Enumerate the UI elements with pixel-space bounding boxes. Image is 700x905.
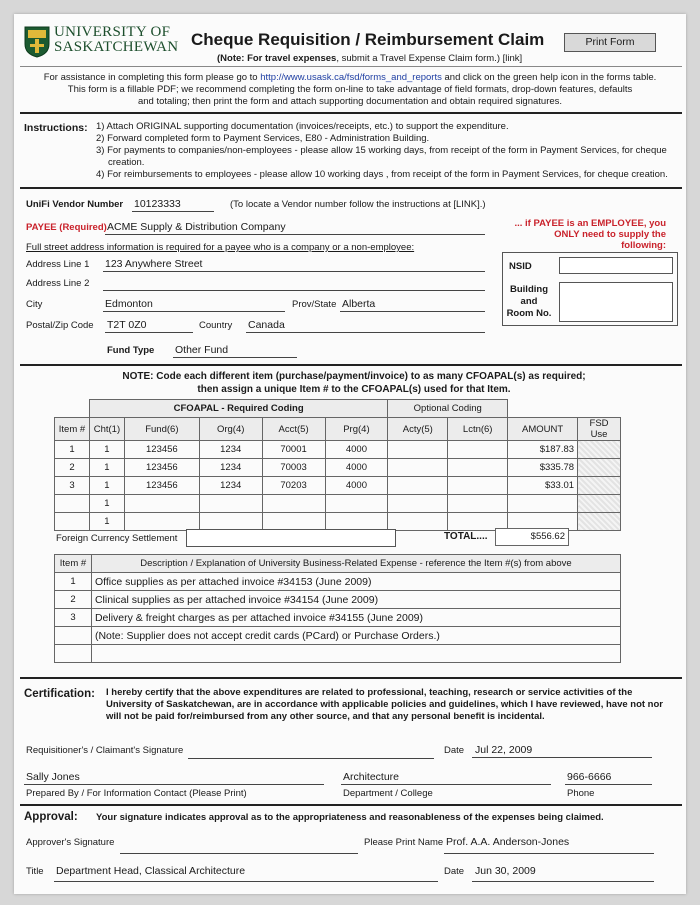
coding-note-line2: then assign a unique Item # to the CFOAPAL(s) used for that Item.: [197, 384, 511, 395]
department-caption: Department / College: [343, 788, 433, 799]
acty-cell[interactable]: [388, 459, 448, 477]
org-cell[interactable]: 1234: [199, 459, 262, 477]
employee-note-line1: ... if PAYEE is an EMPLOYEE, you: [514, 218, 666, 229]
lctn-cell[interactable]: [448, 459, 508, 477]
print-name-field[interactable]: Prof. A.A. Anderson-Jones: [446, 836, 570, 848]
assistance-text: [20, 72, 680, 108]
lctn-cell[interactable]: [448, 477, 508, 495]
payee-label: [26, 222, 107, 233]
description-table: [54, 554, 621, 663]
fund-cell[interactable]: [124, 513, 199, 531]
fund-type-label: Fund Type: [107, 345, 155, 356]
fund-cell[interactable]: 123456: [124, 477, 199, 495]
prg-cell[interactable]: 4000: [325, 441, 388, 459]
employee-info-box: [502, 252, 678, 326]
cht-cell[interactable]: 1: [89, 495, 124, 513]
col-header-fsd-use: FSD Use: [578, 418, 621, 441]
building-room-field[interactable]: [559, 282, 673, 322]
assist-line2: This form is a fillable PDF; we recommend completing the form on-line to take advantage of field formats, drop-down features, defaults: [67, 84, 633, 95]
city-field[interactable]: Edmonton: [105, 298, 153, 310]
col-header-acct: Acct(5): [262, 418, 325, 441]
desc-text-cell[interactable]: Clinical supplies as per attached invoice #34154 (June 2009): [91, 591, 620, 609]
cht-cell[interactable]: 1: [89, 513, 124, 531]
instruction-item: 3) For payments to companies/non-employees - please allow 15 working days, from receipt of the form in Payment Services, for cheque creation.: [96, 145, 667, 168]
org-cell[interactable]: 1234: [199, 441, 262, 459]
travel-note-prefix: (Note: For travel expenses: [217, 53, 337, 64]
prov-state-field[interactable]: Alberta: [342, 298, 376, 310]
cht-cell[interactable]: 1: [89, 477, 124, 495]
desc-item-cell[interactable]: [55, 627, 92, 645]
university-name-line1: UNIVERSITY OF: [54, 24, 171, 40]
desc-text-cell[interactable]: (Note: Supplier does not accept credit cards (PCard) or Purchase Orders.): [91, 627, 620, 645]
col-header-org: Org(4): [199, 418, 262, 441]
acct-cell[interactable]: 70203: [262, 477, 325, 495]
nsid-label: NSID: [509, 261, 532, 272]
cht-cell[interactable]: 1: [89, 459, 124, 477]
employee-note-line2: ONLY need to supply the following:: [554, 229, 666, 251]
prepared-by-field[interactable]: Sally Jones: [26, 771, 80, 783]
col-header-amount: AMOUNT: [508, 418, 578, 441]
table-row: [55, 477, 621, 495]
fsd-use-cell: [578, 513, 621, 531]
total-label: TOTAL....: [444, 531, 488, 542]
col-header-cht: Cht(1): [89, 418, 124, 441]
acct-cell[interactable]: 70003: [262, 459, 325, 477]
col-header-fund: Fund(6): [124, 418, 199, 441]
table-row: [55, 495, 621, 513]
claimant-signature-field[interactable]: [188, 745, 434, 759]
travel-note: [217, 53, 522, 64]
desc-text-cell[interactable]: Office supplies as per attached invoice #34153 (June 2009): [91, 573, 620, 591]
foreign-currency-label: Foreign Currency Settlement: [56, 533, 178, 544]
table-row: [55, 459, 621, 477]
cht-cell[interactable]: 1: [89, 441, 124, 459]
university-name: [54, 25, 178, 55]
optional-coding-header: Optional Coding: [388, 400, 508, 418]
university-name-line2: SASKATCHEWAN: [54, 39, 179, 55]
payee-label-text: PAYEE: [26, 222, 57, 233]
desc-item-cell[interactable]: 2: [55, 591, 92, 609]
form-title: Cheque Requisition / Reimbursement Claim: [191, 30, 545, 49]
instruction-item: 2) Forward completed form to Payment Services, E80 - Administration Building.: [96, 133, 430, 144]
fsd-use-cell: [578, 495, 621, 513]
approval-date-field[interactable]: Jun 30, 2009: [475, 865, 536, 877]
header-divider: [20, 66, 682, 67]
description-row: [55, 573, 621, 591]
payee-field[interactable]: ACME Supply & Distribution Company: [107, 221, 286, 233]
print-name-label: Please Print Name: [364, 837, 444, 848]
country-field[interactable]: Canada: [248, 319, 285, 331]
total-amount: $556.62: [495, 528, 569, 546]
amount-cell[interactable]: [508, 495, 578, 513]
phone-caption: Phone: [567, 788, 595, 799]
amount-cell[interactable]: $187.83: [508, 441, 578, 459]
building-room-label: Building and Room No.: [506, 284, 552, 319]
desc-text-cell[interactable]: [91, 645, 620, 663]
col-header-prg: Prg(4): [325, 418, 388, 441]
assist-line1-a: For assistance in completing this form please go to: [43, 72, 258, 83]
assist-line1-b: and click on the green help icon in the forms table.: [444, 72, 657, 83]
lctn-cell[interactable]: [448, 441, 508, 459]
desc-item-cell[interactable]: 1: [55, 573, 92, 591]
acty-cell[interactable]: [388, 477, 448, 495]
item-cell[interactable]: 3: [55, 477, 90, 495]
item-cell[interactable]: 1: [55, 441, 90, 459]
forms-link[interactable]: http://www.usask.ca/fsd/forms_and_reports: [260, 72, 442, 83]
amount-cell[interactable]: $33.01: [508, 477, 578, 495]
address-line2-label: Address Line 2: [26, 278, 90, 289]
instructions-label: Instructions:: [24, 122, 88, 134]
instruction-item: 4) For reimbursements to employees - please allow 10 working days , from receipt of the form in Payment Services, for cheque creation.: [96, 169, 668, 180]
fund-cell[interactable]: 123456: [124, 459, 199, 477]
acct-cell[interactable]: [262, 513, 325, 531]
payee-required-text: (Required): [59, 222, 107, 233]
item-cell[interactable]: [55, 495, 90, 513]
approval-label: Approval:: [24, 811, 78, 823]
desc-item-cell[interactable]: 3: [55, 609, 92, 627]
item-cell[interactable]: [55, 513, 90, 531]
table-row: [55, 441, 621, 459]
desc-item-cell[interactable]: [55, 645, 92, 663]
claim-date-label: Date: [444, 745, 465, 756]
section-divider: [20, 112, 682, 114]
item-cell[interactable]: 2: [55, 459, 90, 477]
certification-label: Certification:: [24, 688, 95, 700]
approver-title-field[interactable]: Department Head, Classical Architecture: [56, 865, 246, 877]
certification-text: I hereby certify that the above expenditures are related to professional, teaching, research or service activities of the University of Saskatchewan, are in accordance with applicable policies and guidelines, which I have reviewed, have not nor will not be paid for/reimbursed from any other source, and that any personal benefit is incidental.: [106, 687, 663, 722]
claim-date-field[interactable]: Jul 22, 2009: [475, 744, 533, 756]
description-row: [55, 591, 621, 609]
description-row: [55, 609, 621, 627]
instructions-list: [96, 121, 681, 181]
phone-field[interactable]: 966-6666: [567, 771, 612, 783]
coding-note: [44, 370, 664, 396]
nsid-field[interactable]: [559, 257, 673, 274]
fund-cell[interactable]: 123456: [124, 441, 199, 459]
postal-code-label: Postal/Zip Code: [26, 320, 94, 331]
department-field[interactable]: Architecture: [343, 771, 400, 783]
vendor-number-hint: (To locate a Vendor number follow the instructions at [LINK].): [230, 199, 486, 210]
section-divider: [20, 364, 682, 366]
col-header-item: Item #: [55, 418, 90, 441]
claimant-signature-label: Requisitioner's / Claimant's Signature: [26, 745, 184, 756]
description-row: [55, 645, 621, 663]
fund-type-dropdown[interactable]: Other Fund: [175, 344, 229, 356]
address-line1-label: Address Line 1: [26, 259, 90, 270]
university-crest-icon: [24, 26, 50, 58]
approver-signature-label: Approver's Signature: [26, 837, 115, 848]
description-row: [55, 627, 621, 645]
postal-code-field[interactable]: T2T 0Z0: [107, 319, 147, 331]
amount-cell[interactable]: $335.78: [508, 459, 578, 477]
form-page: [14, 14, 686, 894]
acty-cell[interactable]: [388, 441, 448, 459]
lctn-cell[interactable]: [448, 495, 508, 513]
address-requirement-note: Full street address information is required for a payee who is a company or a non-employee:: [26, 242, 415, 253]
acty-cell[interactable]: [388, 495, 448, 513]
desc-text-cell[interactable]: Delivery & freight charges as per attached invoice #34155 (June 2009): [91, 609, 620, 627]
prg-cell[interactable]: 4000: [325, 459, 388, 477]
prepared-by-caption: Prepared By / For Information Contact (Please Print): [26, 788, 247, 799]
desc-col-header-item: Item #: [55, 555, 92, 573]
acct-cell[interactable]: [262, 495, 325, 513]
fsd-use-cell: [578, 441, 621, 459]
city-label: City: [26, 299, 43, 310]
section-divider: [20, 804, 682, 806]
approval-date-label: Date: [444, 866, 465, 877]
col-header-lctn: Lctn(6): [448, 418, 508, 441]
print-form-button[interactable]: Print Form: [564, 33, 656, 52]
cfoapal-table: [54, 399, 621, 531]
prg-cell[interactable]: 4000: [325, 477, 388, 495]
country-label: Country: [199, 320, 233, 331]
fund-cell[interactable]: [124, 495, 199, 513]
approval-text: Your signature indicates approval as to the appropriateness and reasonableness of the expenses being claimed.: [96, 812, 604, 823]
travel-note-rest: , submit a Travel Expense Claim form.) [link]: [336, 53, 523, 64]
prg-cell[interactable]: [325, 495, 388, 513]
section-divider: [20, 187, 682, 189]
foreign-currency-field[interactable]: [186, 529, 396, 547]
org-cell[interactable]: [199, 495, 262, 513]
section-divider: [20, 677, 682, 679]
desc-col-header-description: Description / Explanation of University Business-Related Expense - reference the Item #(s) from above: [91, 555, 620, 573]
vendor-number-field[interactable]: 10123333: [134, 198, 181, 210]
required-coding-header: CFOAPAL - Required Coding: [89, 400, 387, 418]
employee-note: [510, 218, 666, 251]
prg-cell[interactable]: [325, 513, 388, 531]
instruction-item: 1) Attach ORIGINAL supporting documentation (invoices/receipts, etc.) to support the expenditure.: [96, 121, 509, 132]
coding-note-line1: NOTE: Code each different item (purchase/payment/invoice) to as many CFOAPAL(s) as required;: [122, 371, 586, 382]
org-cell[interactable]: 1234: [199, 477, 262, 495]
col-header-acty: Acty(5): [388, 418, 448, 441]
prov-state-label: Prov/State: [292, 299, 337, 310]
acct-cell[interactable]: 70001: [262, 441, 325, 459]
address-line1-field[interactable]: 123 Anywhere Street: [105, 258, 203, 270]
assist-line3: and totaling; then print the form and attach supporting documentation and obtain required signatures.: [137, 96, 563, 107]
approver-title-label: Title: [26, 866, 44, 877]
org-cell[interactable]: [199, 513, 262, 531]
fsd-use-cell: [578, 477, 621, 495]
fsd-use-cell: [578, 459, 621, 477]
acty-cell[interactable]: [388, 513, 448, 531]
vendor-number-label: UniFi Vendor Number: [26, 199, 124, 210]
approver-signature-field[interactable]: [120, 840, 358, 854]
